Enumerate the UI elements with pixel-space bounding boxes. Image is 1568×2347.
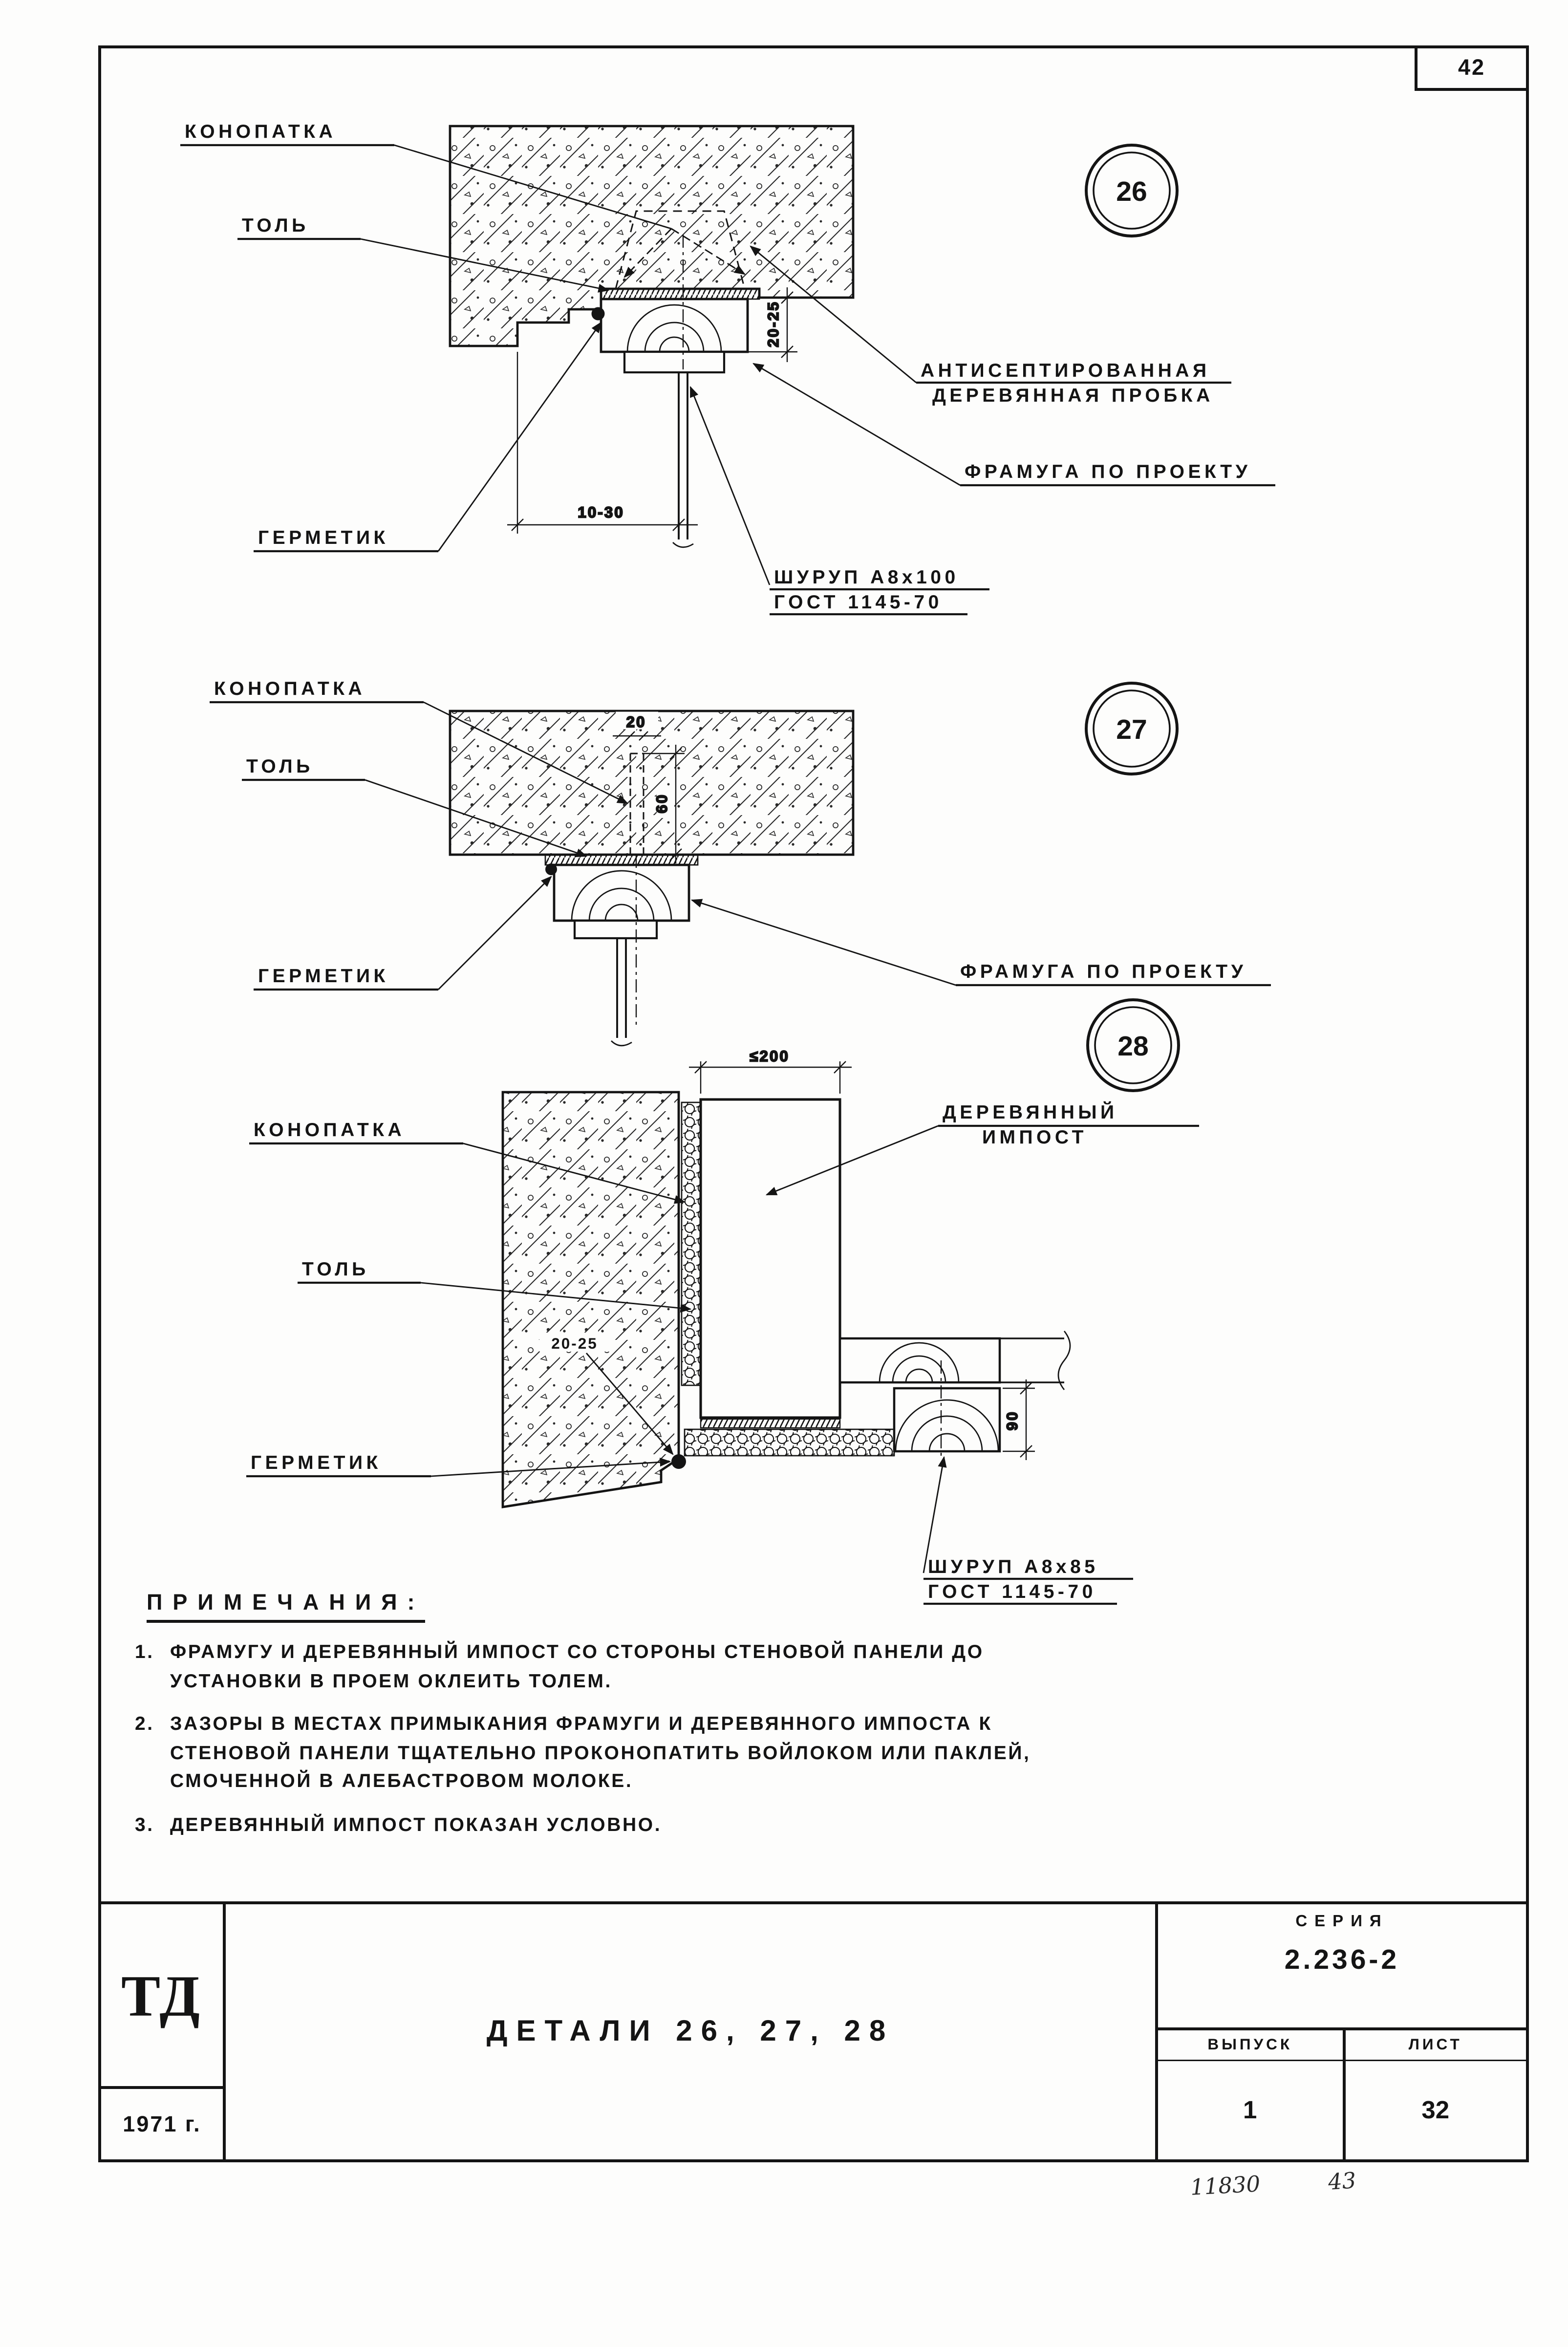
sealant-blob: [592, 307, 605, 321]
year-label: 1971 г.: [123, 2111, 201, 2137]
label-transom-27: [692, 900, 1271, 985]
note-item: [135, 1709, 1114, 1795]
svg-text:ТОЛЬ: ТОЛЬ: [246, 756, 314, 777]
svg-text:ТОЛЬ: ТОЛЬ: [242, 215, 309, 236]
note-number: 2.: [135, 1712, 154, 1734]
notes-section: [135, 1591, 1114, 1838]
felt-under-mullion: [701, 1419, 840, 1428]
issue-sheet-row: [1158, 2030, 1526, 2159]
dim-text-60: 60: [653, 793, 670, 814]
felt-layer: [601, 289, 759, 299]
detail-number-badge-28: [1088, 1000, 1179, 1091]
svg-text:ГЕРМЕТИК: ГЕРМЕТИК: [258, 966, 389, 987]
issue-value: 1: [1243, 2095, 1257, 2124]
detail-number-badge-26: [1086, 145, 1177, 236]
svg-text:КОНОПАТКА: КОНОПАТКА: [254, 1120, 406, 1141]
sealant-blob: [671, 1454, 686, 1469]
svg-text:26: 26: [1116, 176, 1147, 208]
dimension-slot-width: [613, 712, 661, 741]
detail-number-badge-27: [1086, 683, 1177, 774]
note-text: ДЕРЕВЯННЫЙ ИМПОСТ ПОКАЗАН УСЛОВНО.: [170, 1812, 662, 1835]
svg-text:ДЕРЕВЯННАЯ ПРОБКА: ДЕРЕВЯННАЯ ПРОБКА: [932, 385, 1214, 406]
svg-text:ГОСТ 1145-70: ГОСТ 1145-70: [928, 1581, 1096, 1602]
felt-layer: [545, 855, 698, 865]
svg-text:ГЕРМЕТИК: ГЕРМЕТИК: [251, 1452, 382, 1473]
note-text: ЗАЗОРЫ В МЕСТАХ ПРИМЫКАНИЯ ФРАМУГИ И ДЕРЕВЯННОГО ИМПОСТА К СТЕНОВОЙ ПАНЕЛИ ТЩАТЕЛЬНО ПРОКОНОПАТИТЬ ВОЙЛОКОМ ИЛИ ПАКЛЕЙ, СМОЧЕННОЙ В АЛЕБАСТРОВОМ МОЛОКЕ.: [170, 1712, 1031, 1791]
series-cell: [1158, 1904, 1526, 2030]
dimension-mullion-width: [689, 1047, 852, 1094]
note-number: 3.: [135, 1812, 154, 1835]
dim-text-20: 20: [626, 713, 646, 731]
svg-text:КОНОПАТКА: КОНОПАТКА: [214, 678, 366, 699]
svg-text:ИМПОСТ: ИМПОСТ: [982, 1127, 1087, 1148]
svg-text:ДЕРЕВЯННЫЙ: ДЕРЕВЯННЫЙ: [943, 1102, 1118, 1123]
handwritten-number-left: 11830: [1189, 2171, 1261, 2201]
sheet-label: ЛИСТ: [1345, 2030, 1526, 2061]
series-value: 2.236-2: [1284, 1945, 1400, 1976]
label-screw-26: [690, 387, 989, 614]
svg-text:ГОСТ 1145-70: ГОСТ 1145-70: [774, 592, 943, 613]
title-block: [98, 1901, 1529, 2162]
svg-text:АНТИСЕПТИРОВАННАЯ: АНТИСЕПТИРОВАННАЯ: [921, 360, 1210, 381]
dimension-frame-height: [1003, 1379, 1035, 1460]
svg-text:ГЕРМЕТИК: ГЕРМЕТИК: [258, 527, 389, 548]
series-label: СЕРИЯ: [1295, 1913, 1389, 1931]
title-block-left: [101, 1904, 226, 2159]
sheet-value: 32: [1421, 2095, 1450, 2124]
sheet-number-box: [1415, 45, 1529, 91]
dim-text-20-25: 20-25: [764, 301, 782, 347]
handwritten-number-right: 43: [1327, 2167, 1357, 2196]
svg-text:ТОЛЬ: ТОЛЬ: [302, 1259, 369, 1280]
note-number: 1.: [135, 1640, 154, 1662]
org-logo: ТД: [101, 1904, 223, 2089]
dim-text-10-30: 10-30: [578, 503, 624, 521]
issue-cell: [1158, 2030, 1342, 2159]
detail-26-figure: [103, 100, 1429, 657]
sheet-number: 42: [1458, 56, 1486, 81]
note-item: [135, 1637, 1114, 1695]
svg-text:ШУРУП А8х100: ШУРУП А8х100: [774, 567, 959, 588]
label-screw-28: [924, 1457, 1133, 1604]
note-item: [135, 1810, 1114, 1839]
svg-text:27: 27: [1116, 714, 1147, 745]
label-sealant-26: [254, 323, 601, 551]
title-block-right: [1155, 1904, 1526, 2159]
sheet-title: ДЕТАЛИ 26, 27, 28: [486, 2015, 895, 2047]
dim-text-20-25: 20-25: [551, 1335, 598, 1352]
svg-text:28: 28: [1117, 1031, 1149, 1062]
sheet-cell: [1342, 2030, 1526, 2159]
svg-text:ФРАМУГА ПО ПРОЕКТУ: ФРАМУГА ПО ПРОЕКТУ: [965, 461, 1251, 482]
dim-text-90: 90: [1003, 1410, 1021, 1431]
oakum-bottom-band: [685, 1429, 894, 1456]
note-text: ФРАМУГУ И ДЕРЕВЯННЫЙ ИМПОСТ СО СТОРОНЫ СТЕНОВОЙ ПАНЕЛИ ДО УСТАНОВКИ В ПРОЕМ ОКЛЕИТЬ ТОЛЕМ.: [170, 1640, 984, 1691]
label-sealant-27: [254, 877, 551, 990]
detail-28-figure: [103, 997, 1429, 1635]
wood-mullion-outline: [701, 1099, 840, 1418]
dim-text-200: ≤200: [750, 1047, 790, 1065]
notes-heading: ПРИМЕЧАНИЯ:: [147, 1591, 425, 1623]
svg-text:ФРАМУГА ПО ПРОЕКТУ: ФРАМУГА ПО ПРОЕКТУ: [960, 961, 1247, 982]
caulking-strip: [682, 1102, 701, 1385]
concrete-panel-section: [450, 711, 853, 855]
sealant-blob: [545, 863, 557, 875]
svg-text:КОНОПАТКА: КОНОПАТКА: [185, 121, 337, 142]
dimension-gap-horizontal: [507, 352, 698, 534]
svg-text:ШУРУП А8х85: ШУРУП А8х85: [928, 1556, 1099, 1577]
issue-label: ВЫПУСК: [1158, 2030, 1342, 2061]
